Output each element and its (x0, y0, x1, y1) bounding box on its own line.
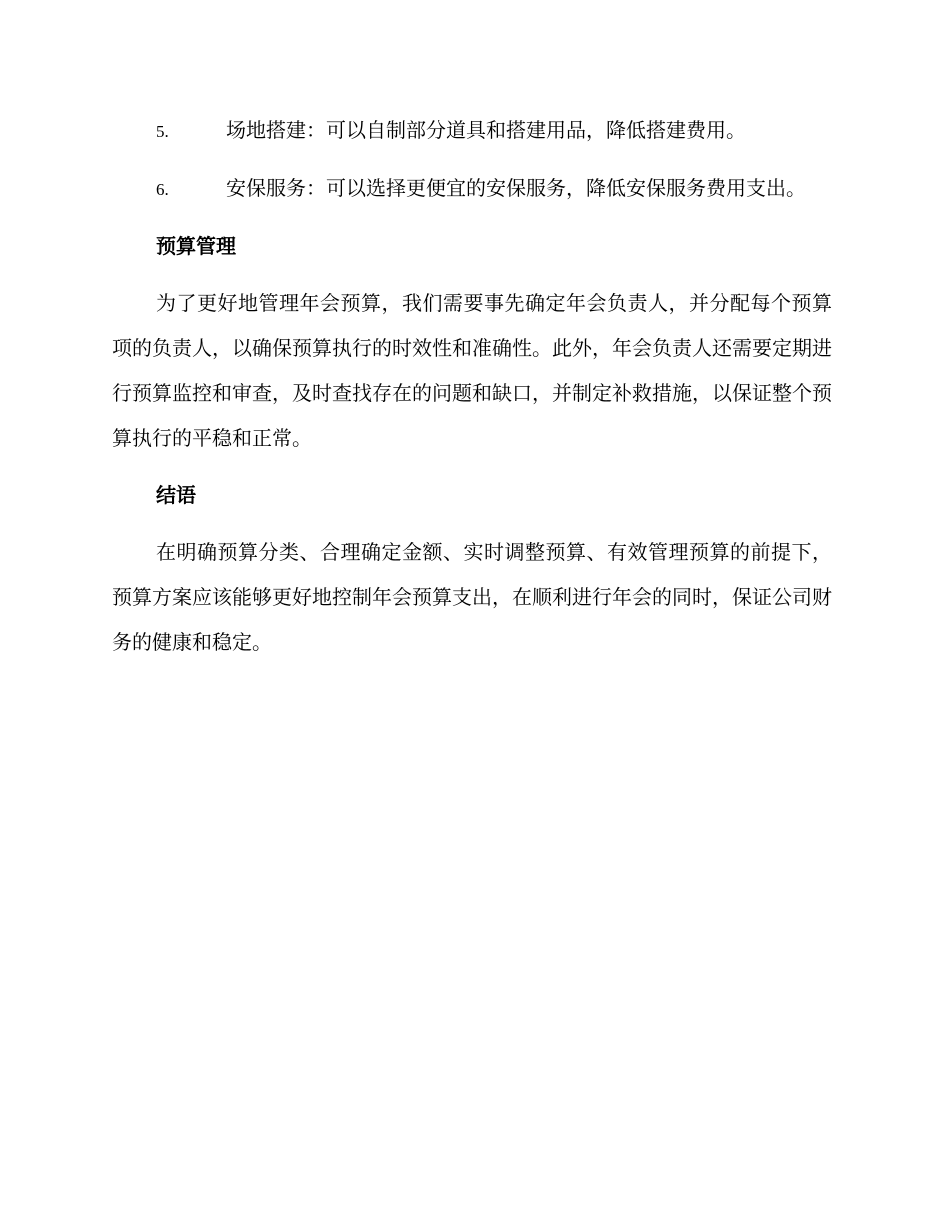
section-heading-budget-management: 预算管理 (156, 234, 236, 258)
list-item-text: 安保服务：可以选择更便宜的安保服务，降低安保服务费用支出。 (226, 176, 806, 200)
paragraph-conclusion: 在明确预算分类、合理确定金额、实时调整预算、有效管理预算的前提下，预算方案应该能够更好地控制年会预算支出，在顺利进行年会的同时，保证公司财务的健康和稳定。 (112, 540, 832, 654)
list-item-5 (112, 108, 832, 154)
list-item-number: 5. (156, 122, 169, 141)
list-item-text: 场地搭建：可以自制部分道具和搭建用品，降低搭建费用。 (226, 118, 746, 142)
list-item-number: 6. (156, 180, 169, 199)
list-item-6 (112, 166, 832, 212)
paragraph-budget-management: 为了更好地管理年会预算，我们需要事先确定年会负责人，并分配每个预算项的负责人，以确保预算执行的时效性和准确性。此外，年会负责人还需要定期进行预算监控和审查，及时查找存在的问题和缺口，并制定补救措施，以保证整个预算执行的平稳和正常。 (112, 291, 832, 450)
section-heading-conclusion: 结语 (156, 483, 196, 507)
document-content (112, 108, 832, 677)
